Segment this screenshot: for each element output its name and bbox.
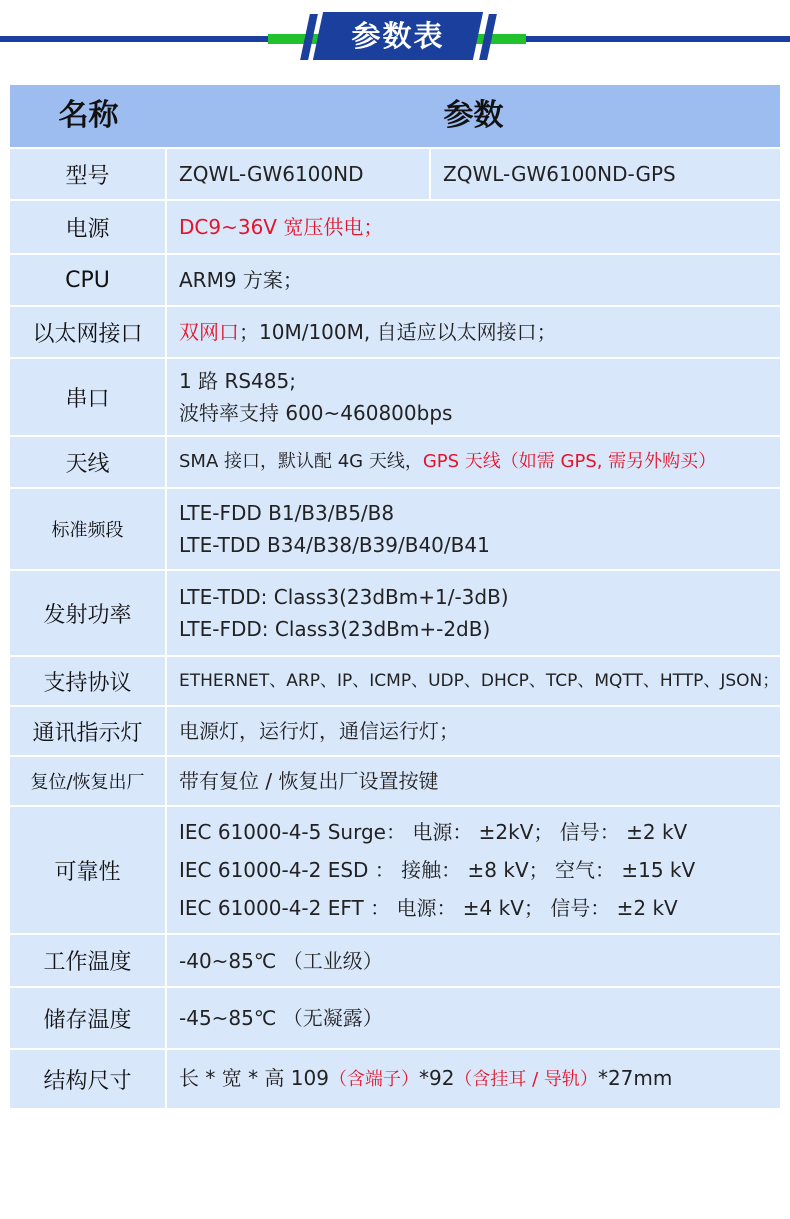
size-note-2: （含挂耳 / 导轨） bbox=[454, 1069, 598, 1090]
reliability-line-1: IEC 61000-4-5 Surge： 电源： ±2kV； 信号： ±2 kV bbox=[179, 820, 688, 844]
header-bar-left bbox=[0, 36, 270, 42]
bands-line-2: LTE-TDD B34/B38/B39/B40/B41 bbox=[179, 533, 490, 557]
size-part-2: *92 bbox=[418, 1066, 455, 1090]
row-antenna bbox=[10, 437, 780, 489]
row-indicator bbox=[10, 707, 780, 757]
antenna-gps-note: GPS 天线（如需 GPS, 需另外购买） bbox=[422, 451, 717, 472]
row-label: 发射功率 bbox=[10, 571, 167, 655]
model-value-1: ZQWL-GW6100ND bbox=[167, 149, 431, 199]
row-label: 以太网接口 bbox=[10, 307, 167, 357]
reliability-line-2: IEC 61000-4-2 ESD ： 接触： ±8 kV； 空气： ±15 kV bbox=[179, 858, 696, 882]
row-label: 支持协议 bbox=[10, 657, 167, 705]
row-power bbox=[10, 201, 780, 255]
row-cpu bbox=[10, 255, 780, 307]
row-ethernet bbox=[10, 307, 780, 359]
row-label: CPU bbox=[10, 255, 167, 305]
serial-line-2: 波特率支持 600~460800bps bbox=[179, 401, 453, 425]
row-work-temp bbox=[10, 935, 780, 988]
row-model bbox=[10, 149, 780, 201]
page-title: 参数表 bbox=[351, 19, 445, 53]
tx-power-line-1: LTE-TDD: Class3(23dBm+1/-3dB) bbox=[179, 585, 509, 609]
row-label: 型号 bbox=[10, 149, 167, 199]
row-label: 工作温度 bbox=[10, 935, 167, 986]
serial-line-1: 1 路 RS485; bbox=[179, 369, 296, 393]
power-value: DC9~36V 宽压供电； bbox=[179, 215, 384, 239]
row-label: 串口 bbox=[10, 359, 167, 435]
ethernet-value: ；10M/100M, 自适应以太网接口； bbox=[239, 320, 557, 344]
row-label: 储存温度 bbox=[10, 988, 167, 1048]
bands-line-1: LTE-FDD B1/B3/B5/B8 bbox=[179, 501, 395, 525]
row-protocol bbox=[10, 657, 780, 707]
reset-value: 带有复位 / 恢复出厂设置按键 bbox=[179, 769, 439, 793]
work-temp-value: -40~85℃ （工业级） bbox=[179, 948, 383, 973]
section-header bbox=[0, 0, 790, 70]
row-label: 结构尺寸 bbox=[10, 1050, 167, 1108]
row-label: 天线 bbox=[10, 437, 167, 487]
size-part-3: *27mm bbox=[597, 1066, 673, 1090]
row-serial bbox=[10, 359, 780, 437]
store-temp-value: -45~85℃ （无凝露） bbox=[179, 1006, 383, 1030]
reliability-line-3: IEC 61000-4-2 EFT ： 电源： ±4 kV； 信号： ±2 kV bbox=[179, 896, 678, 920]
row-label: 电源 bbox=[10, 201, 167, 253]
row-label: 通讯指示灯 bbox=[10, 707, 167, 755]
row-label: 标准频段 bbox=[10, 489, 167, 569]
header-name: 名称 bbox=[58, 98, 119, 133]
row-tx-power bbox=[10, 571, 780, 657]
protocol-value: ETHERNET、ARP、IP、ICMP、UDP、DHCP、TCP、MQTT、HTTP、JSON； bbox=[179, 671, 780, 691]
header-param: 参数 bbox=[443, 98, 504, 133]
row-reset bbox=[10, 757, 780, 807]
antenna-value: SMA 接口，默认配 4G 天线， bbox=[179, 451, 423, 472]
row-label: 可靠性 bbox=[10, 807, 167, 933]
row-reliability bbox=[10, 807, 780, 935]
model-value-2: ZQWL-GW6100ND-GPS bbox=[443, 162, 676, 186]
size-note-1: （含端子） bbox=[328, 1069, 419, 1090]
row-store-temp bbox=[10, 988, 780, 1050]
table-header bbox=[10, 85, 780, 149]
row-label: 复位/恢复出厂 bbox=[10, 757, 167, 805]
cpu-value: ARM9 方案； bbox=[179, 268, 303, 292]
header-accent-right bbox=[470, 34, 526, 44]
indicator-value: 电源灯，运行灯，通信运行灯； bbox=[179, 719, 459, 743]
ethernet-dual-port: 双网口 bbox=[179, 320, 239, 344]
size-part-1: 长 * 宽 * 高 109 bbox=[179, 1066, 329, 1090]
row-bands bbox=[10, 489, 780, 571]
header-bar-right bbox=[520, 36, 790, 42]
row-size bbox=[10, 1050, 780, 1110]
spec-table bbox=[10, 85, 780, 1110]
tx-power-line-2: LTE-FDD: Class3(23dBm+-2dB) bbox=[179, 617, 491, 641]
